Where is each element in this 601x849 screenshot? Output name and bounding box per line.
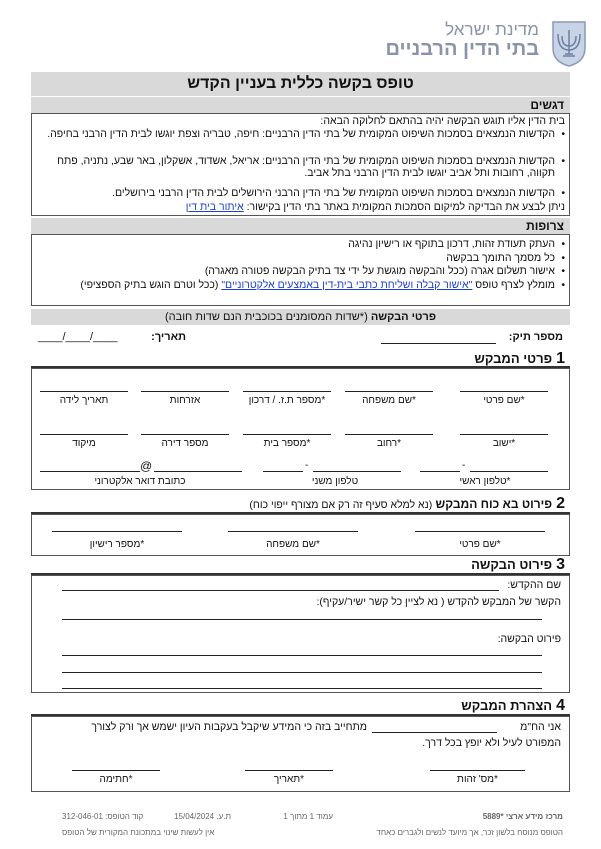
section3-box [31,575,570,693]
section4-title-text: הצהרת המבקש [461,698,553,713]
attachment-item: • העתק תעודת זהות, דרכון בתוקף או רישיון נהיגה [35,238,565,250]
endowment-name-label: שם ההקדש: [507,579,561,591]
email-domain-input[interactable] [154,471,242,472]
emphases-check-text: ניתן לבצע את הבדיקה למיקום הסמכות המקומית באתר בתי הדין בקישור: [246,201,565,213]
section3-number: 3 [556,556,565,573]
attorney-license-label: *מספר רישיון [89,539,145,550]
attachment-recommend-suffix: (ככל וטרם הוגש בתיק הספציפי) [80,279,222,291]
emphases-item: • הקדשות הנמצאים בסמכות השיפוט המקומית של בתי הדין הרבניים: חיפה, טבריה וצפת יוגשו לבית הדין הרבני בחיפה. [35,128,565,140]
last-name-label: *שם משפחה [362,395,416,406]
email-user-input[interactable] [40,471,140,472]
emphases-heading: דגשים [31,97,570,113]
request-details-bar [31,309,570,325]
street-label: *רחוב [376,438,402,449]
declarant-id-input[interactable] [430,770,525,771]
attorney-first-name-input[interactable] [415,531,545,532]
section1-number: 1 [556,350,565,367]
emphases-intro: בית הדין אליו תוגש הבקשה יהיה בהתאם לחלוקה הבאה: [320,115,565,127]
header-state: מדינת ישראל [445,20,539,39]
state-emblem-icon [549,18,589,68]
city-input[interactable] [460,434,548,435]
attachment-item [35,279,565,291]
form-title: טופס בקשה כללית בעניין הקדש [31,72,570,96]
phone-dash: - [462,460,466,471]
emphases-item: • הקדשות הנמצאים בסמכות השיפוט המקומית של בתי הדין הרבני הירושלים לבית הדין הרבני בירושלים. [35,187,565,199]
request-details-line[interactable] [62,655,542,656]
case-number-label: מספר תיק: [508,331,563,343]
declaration-text: מתחייב בזה כי המידע שיקבל בעקבות העיון ישמש אך ורק לצורך [91,721,367,733]
second-phone-prefix-input[interactable] [263,471,303,472]
signature-label: *חתימה [99,774,133,785]
footer-gender-note: הטופס מנוסח בלשון זכר, אך מיועד לנשים ולגברים כאחד [376,828,563,837]
footer-form-code: קוד הטופס: 312-046-01 [62,812,144,821]
footer-phone: *5889 [482,812,504,821]
citizenship-input[interactable] [141,391,229,392]
id-passport-label: *מספר ת.ז. / דרכון [248,395,326,406]
request-details-line[interactable] [62,688,542,689]
declaration-date-label: *תאריך [273,774,305,785]
main-phone-input[interactable] [470,471,548,472]
email-at: @ [140,459,153,473]
street-input[interactable] [345,434,433,435]
section3-title [471,556,565,574]
attachment-recommend-prefix: מומלץ לצרף טופס [472,279,555,291]
date-label: תאריך: [151,331,186,343]
house-number-input[interactable] [243,434,331,435]
main-phone-label: *טלפון ראשי [459,476,511,487]
city-label: *ישוב [492,438,516,449]
connection-label: הקשר של המבקש להקדש ( נא לציין כל קשר ישיר/עקיף): [316,596,561,608]
attachment-item: • כל מסמך התומך בבקשה [35,252,565,264]
section1-title-text: פרטי המבקש [474,351,553,366]
attorney-last-name-input[interactable] [228,531,358,532]
declaration-end: המפורט לעיל ולא יופץ בכל דרך. [422,737,561,749]
attorney-license-input[interactable] [52,531,182,532]
date-input[interactable]: ____/____/____ [38,331,118,343]
second-phone-label: טלפון משני [311,476,359,487]
first-name-input[interactable] [460,391,548,392]
declaration-date-input[interactable] [245,770,333,771]
case-number-input[interactable] [381,343,496,344]
first-name-label: *שם פרטי [483,395,525,406]
footer-no-change: אין לעשות שינוי במתכונת המקורית של הטופס [62,828,215,837]
emphases-check [35,201,565,214]
footer-page: עמוד 1 מתוך 1 [283,812,333,821]
footer-info-center [483,812,563,821]
section4-title [461,697,565,715]
section3-title-text: פירוט הבקשה [471,557,553,572]
declarant-id-label: *מס' זהות [457,774,498,785]
zip-label: מיקוד [72,438,96,449]
footer-center-label: מרכז מידע ארצי [505,812,563,821]
attorney-last-name-label: *שם משפחה [266,539,320,550]
zip-input[interactable] [40,434,128,435]
apartment-label: מספר דירה [161,438,209,449]
email-label: כתובת דואר אלקטרוני [94,476,186,487]
id-passport-input[interactable] [243,391,331,392]
connection-input[interactable] [62,619,542,620]
electronic-delivery-form-link[interactable]: "אישור קבלה ושליחת כתבי בית-דין באמצעים אלקטרוניים" [221,279,473,291]
court-locator-link[interactable]: איתור בית דין [185,201,244,213]
attorney-first-name-label: *שם פרטי [459,539,501,550]
request-details-line[interactable] [62,672,542,673]
citizenship-label: אזרחות [169,395,201,406]
attachment-item: • אישור תשלום אגרה (ככל והבקשה מוגשת על ידי צד בתיק הבקשה פטורה מאגרה) [35,265,565,277]
emphases-item: • הקדשות הנמצאים בסמכות השיפוט המקומית של בתי הדין הרבניים: אריאל, אשדוד, אשקלון, באר שבע, נתניה, פתח תקווה, רחובות ותל אביב יוגשו לבית הדין הרבני בתל אביב. [35,155,565,179]
request-details-heading: פרטי הבקשה [370,311,437,323]
second-phone-input[interactable] [313,471,401,472]
footer-updated: ת.ע. 15/04/2024 [174,812,231,821]
section2-title [249,495,565,513]
main-phone-prefix-input[interactable] [420,471,460,472]
section2-number: 2 [556,495,565,512]
header-courts: בתי הדין הרבניים [385,38,539,60]
section4-number: 4 [556,697,565,714]
request-details-note: (*שדות המסומנים בכוכבית הנם שדות חובה) [164,311,368,323]
declaration-prefix: אני הח"מ [520,721,561,733]
house-number-label: *מספר בית [263,438,311,449]
declarant-name-input[interactable] [372,732,497,733]
request-details-label: פירוט הבקשה: [497,633,561,645]
last-name-input[interactable] [345,391,433,392]
signature-input[interactable] [72,770,160,771]
section2-note: (נא למלא סעיף זה רק אם מצורף ייפוי כוח) [249,499,433,511]
phone-dash: - [305,460,309,471]
birth-date-input[interactable] [40,391,128,392]
attachments-heading: צרופות [31,218,570,234]
endowment-name-input[interactable] [62,590,499,591]
apartment-input[interactable] [141,434,229,435]
section2-title-text: פירוט בא כוח המבקש [435,497,553,511]
birth-date-label: תאריך לידה [59,395,109,406]
